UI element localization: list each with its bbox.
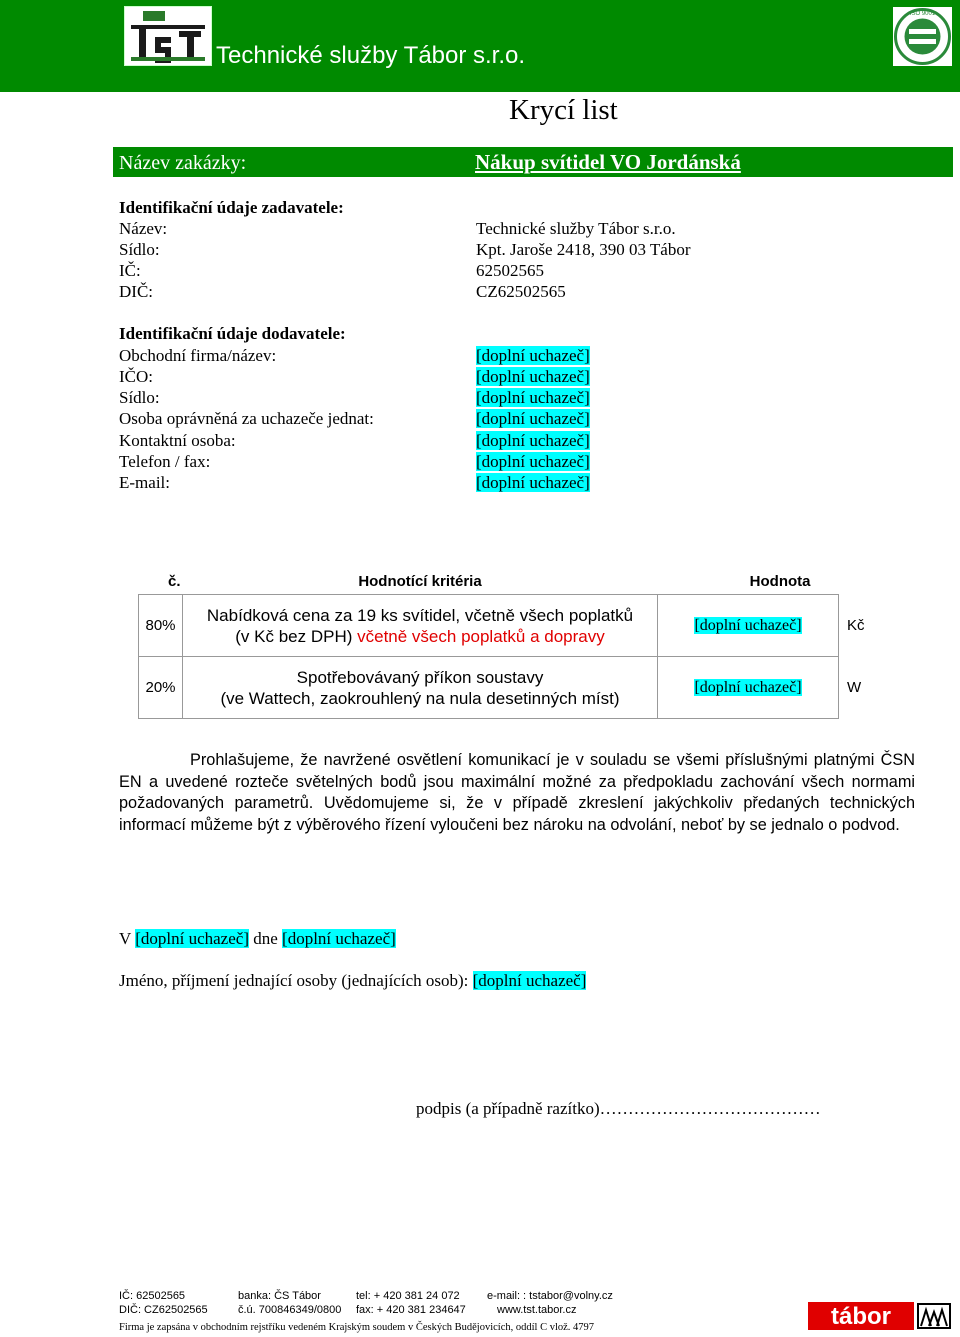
- acting-person-field[interactable]: [doplní uchazeč]: [472, 971, 587, 990]
- criteria-line2: (ve Wattech, zaokrouhlený na nula desetinných míst): [220, 688, 620, 708]
- zadavatel-heading: Identifikační údaje zadavatele:: [119, 198, 344, 217]
- tabor-city-logo: [808, 1302, 952, 1330]
- footer-fax: fax: + 420 381 234647: [356, 1304, 466, 1316]
- zadavatel-label: DIČ:: [119, 282, 153, 301]
- zadavatel-value: Kpt. Jaroše 2418, 390 03 Tábor: [476, 240, 691, 259]
- zadavatel-label: Sídlo:: [119, 240, 160, 259]
- criteria-line1: Nabídková cena za 19 ks svítidel, včetně všech poplatků: [206, 605, 634, 625]
- fill-in-field[interactable]: [doplní uchazeč]: [476, 473, 590, 492]
- fill-in-field[interactable]: [doplní uchazeč]: [694, 616, 802, 634]
- place-prefix: V: [119, 929, 131, 948]
- fill-in-field[interactable]: [doplní uchazeč]: [476, 431, 590, 450]
- zadavatel-label: IČ:: [119, 261, 141, 280]
- criteria-unit: Kč: [847, 617, 865, 634]
- dodavatel-label: E-mail:: [119, 473, 170, 492]
- company-name: Technické služby Tábor s.r.o.: [216, 42, 526, 69]
- criteria-description: [183, 595, 658, 657]
- footer-web[interactable]: www.tst.tabor.cz: [497, 1304, 577, 1316]
- criteria-row: [139, 595, 908, 657]
- dodavatel-label: Kontaktní osoba:: [119, 431, 236, 450]
- contract-label: Název zakázky:: [119, 152, 247, 174]
- dodavatel-label: Obchodní firma/název:: [119, 346, 277, 365]
- footer-tel: tel: + 420 381 24 072: [356, 1290, 460, 1302]
- dodavatel-label: Sídlo:: [119, 388, 160, 407]
- header-value: Hodnota: [749, 573, 811, 590]
- dodavatel-label: Osoba oprávněná za uchazeče jednat:: [119, 409, 374, 428]
- zadavatel-value: CZ62502565: [476, 282, 566, 301]
- criteria-row: [139, 657, 908, 719]
- acting-person-line: [119, 971, 586, 991]
- criteria-weight: 80%: [139, 595, 183, 657]
- fill-in-field[interactable]: [doplní uchazeč]: [476, 452, 590, 471]
- criteria-line2-highlight: včetně všech poplatků a dopravy: [357, 626, 605, 646]
- iso-certification-logo: [893, 7, 952, 66]
- footer-email[interactable]: e-mail: : tstabor@volny.cz: [487, 1290, 613, 1302]
- fill-in-field[interactable]: [doplní uchazeč]: [476, 346, 590, 365]
- date-prefix: dne: [253, 929, 278, 948]
- zadavatel-value: 62502565: [476, 261, 544, 280]
- page-title: Krycí list: [509, 94, 618, 126]
- zadavatel-value: Technické služby Tábor s.r.o.: [476, 219, 676, 238]
- footer-account: č.ú. 700846349/0800: [238, 1304, 342, 1316]
- zadavatel-label: Název:: [119, 219, 168, 238]
- criteria-weight: 20%: [139, 657, 183, 719]
- criteria-line1: Spotřebovávaný příkon soustavy: [296, 667, 544, 687]
- svg-text:tábor: tábor: [831, 1303, 891, 1330]
- company-logo: [124, 6, 212, 66]
- dodavatel-heading: Identifikační údaje dodavatele:: [119, 324, 346, 343]
- fill-in-field[interactable]: [doplní uchazeč]: [476, 409, 590, 428]
- declaration-text: Prohlašujeme, že navržené osvětlení komunikací je v souladu se všemi příslušnými platnými ČSN EN a uvedené rozteče světelných bodů jsou maximální možné za předpokladu zachování všech normami požadovaných parametrů. Uvědomujeme si, že v případě zkreslení jakýchkoliv předaných technických informací můžeme být z výběrového řízení vyloučeni bez nároku na odvolání, neboť by se jednalo o podvod.: [119, 751, 915, 834]
- contract-value: Nákup svítidel VO Jordánská: [475, 150, 741, 174]
- footer-registry: Firma je zapsána v obchodním rejstříku vedeném Krajským soudem v Českých Budějovicích, oddíl C vlož. 4797: [119, 1322, 595, 1333]
- criteria-table: [138, 560, 908, 719]
- criteria-header-row: [139, 560, 908, 595]
- header-criteria: Hodnotící kritéria: [358, 573, 482, 590]
- header-number: č.: [167, 573, 181, 590]
- place-field[interactable]: [doplní uchazeč]: [135, 929, 249, 948]
- fill-in-field[interactable]: [doplní uchazeč]: [476, 388, 590, 407]
- criteria-unit: W: [847, 679, 862, 696]
- svg-text:ISO 9001: ISO 9001: [909, 11, 936, 17]
- footer-bank: banka: ČS Tábor: [238, 1290, 321, 1302]
- criteria-description: [183, 657, 658, 719]
- criteria-line2: (v Kč bez DPH): [235, 626, 353, 646]
- footer-dic: DIČ: CZ62502565: [119, 1304, 208, 1316]
- footer-ic: IČ: 62502565: [119, 1290, 186, 1302]
- fill-in-field[interactable]: [doplní uchazeč]: [694, 678, 802, 696]
- signature-line: podpis (a případně razítko)…………………………………: [416, 1099, 821, 1118]
- dodavatel-label: Telefon / fax:: [119, 452, 211, 471]
- dodavatel-label: IČO:: [119, 367, 153, 386]
- fill-in-field[interactable]: [doplní uchazeč]: [476, 367, 590, 386]
- date-field[interactable]: [doplní uchazeč]: [282, 929, 396, 948]
- contract-name-row: [113, 147, 953, 177]
- acting-person-label: Jméno, příjmení jednající osoby (jednajících osob):: [119, 971, 469, 990]
- place-date-line: [119, 929, 396, 949]
